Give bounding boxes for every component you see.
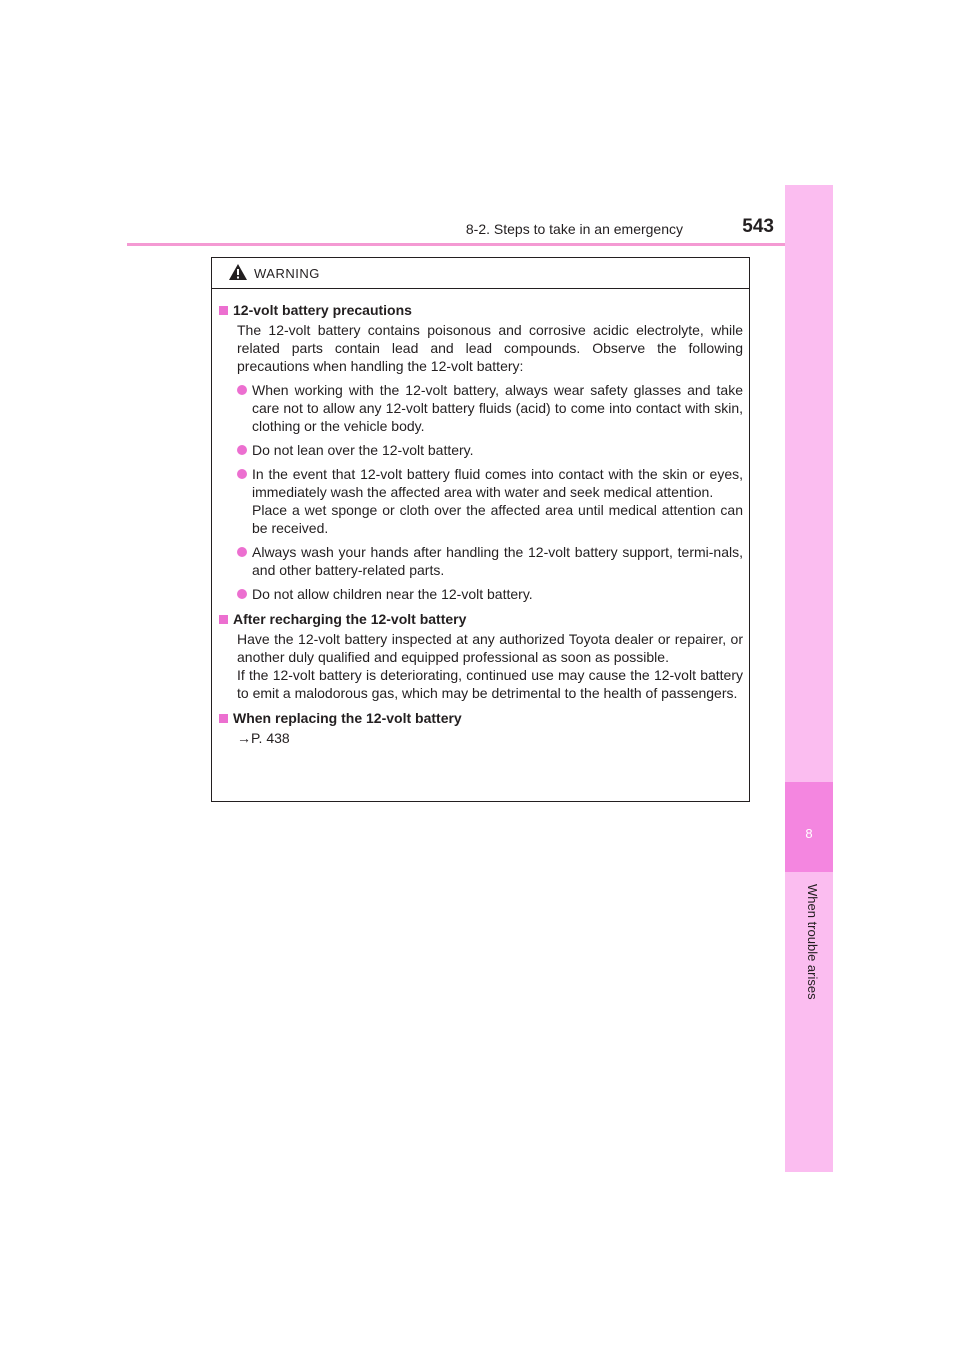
list-item (237, 585, 743, 603)
list-item-text: Always wash your hands after handling the 12-volt battery support, termi-nals, and other battery-related parts. (252, 544, 743, 578)
square-bullet-icon (219, 714, 228, 723)
topic-heading (219, 301, 743, 319)
topic-paragraph: The 12-volt battery contains poisonous and corrosive acidic electrolyte, while related parts contain lead and lead compounds. Observe the following precautions when handling the 12-volt battery: (237, 322, 743, 374)
warning-body (212, 289, 749, 747)
list-item-text: When working with the 12-volt battery, always wear safety glasses and take care not to allow any 12-volt battery fluids (acid) to come into contact with skin, clothing or the vehicle body. (252, 382, 743, 434)
square-bullet-icon (219, 306, 228, 315)
topic-title: When replacing the 12-volt battery (233, 710, 462, 726)
list-item (237, 465, 743, 537)
round-bullet-icon (237, 445, 247, 455)
topic-title: After recharging the 12-volt battery (233, 611, 467, 627)
list-item-text (252, 465, 743, 537)
square-bullet-icon (219, 615, 228, 624)
warning-header (212, 258, 749, 289)
list-item (237, 441, 743, 459)
section-title: 8-2. Steps to take in an emergency (465, 221, 683, 237)
chapter-side-tab (785, 185, 833, 1172)
warning-box (211, 257, 750, 802)
page-reference-link[interactable]: →P. 438 (237, 730, 290, 746)
paragraph-line: Have the 12-volt battery inspected at any authorized Toyota dealer or repairer, or another duly qualified and equipped professional as soon as possible. (237, 631, 743, 665)
round-bullet-icon (237, 385, 247, 395)
list-item (237, 543, 743, 579)
list-item-text: Do not allow children near the 12-volt battery. (252, 586, 533, 602)
round-bullet-icon (237, 469, 247, 479)
list-item-text-line: Place a wet sponge or cloth over the affected area until medical attention can be received. (252, 502, 743, 536)
header-rule (127, 243, 833, 246)
warning-triangle-icon (228, 263, 248, 281)
topic-title: 12-volt battery precautions (233, 302, 412, 318)
list-item (237, 381, 743, 435)
round-bullet-icon (237, 547, 247, 557)
paragraph-line: If the 12-volt battery is deteriorating, continued use may cause the 12-volt battery to emit a malodorous gas, which may be detrimental to the health of passengers. (237, 667, 743, 701)
chapter-name: When trouble arises (805, 884, 820, 1000)
round-bullet-icon (237, 589, 247, 599)
page-number: 543 (742, 216, 774, 237)
list-item-text: Do not lean over the 12-volt battery. (252, 442, 474, 458)
list-item-text-line: In the event that 12-volt battery fluid comes into contact with the skin or eyes, immediately wash the affected area with water and seek medical attention. (252, 466, 743, 500)
topic-heading (219, 709, 743, 727)
warning-label: WARNING (254, 266, 320, 281)
chapter-number: 8 (805, 826, 813, 841)
topic-heading (219, 610, 743, 628)
topic-paragraph (237, 630, 743, 702)
